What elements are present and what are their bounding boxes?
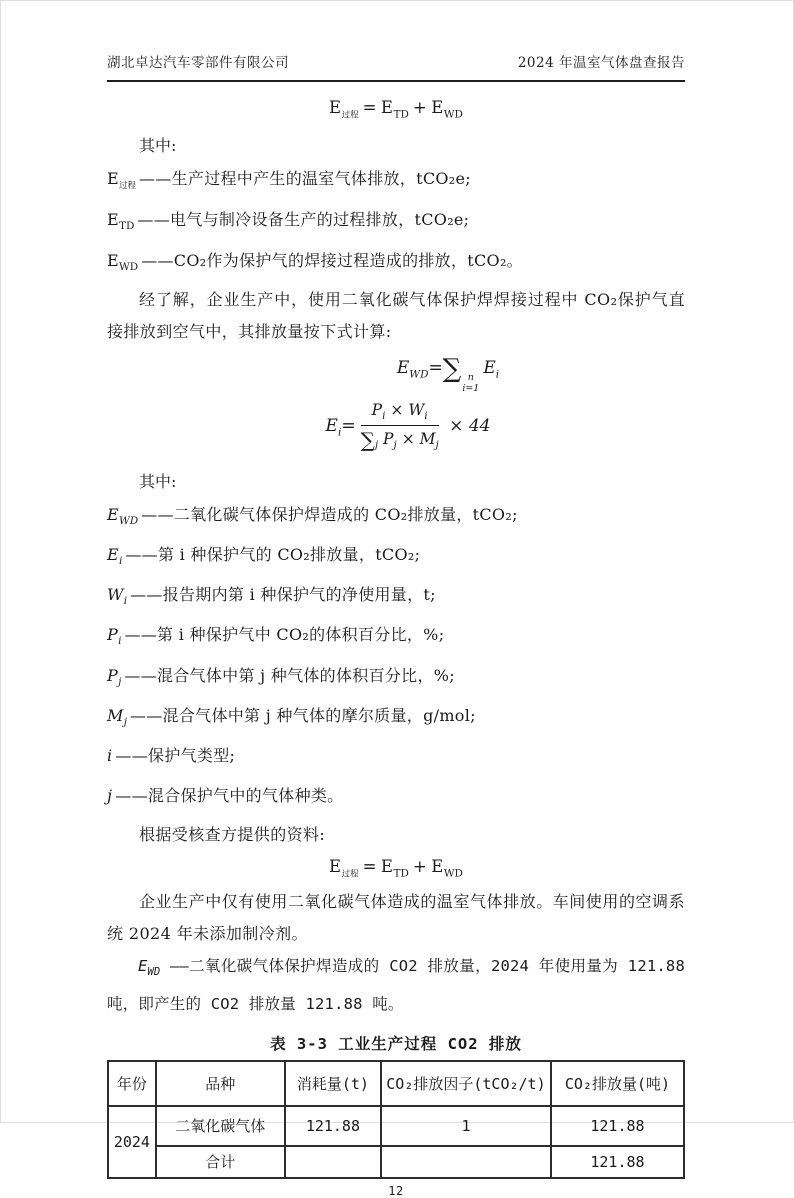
formula-term: E [380,98,394,117]
definition-item [107,739,685,779]
co2-emissions-table [107,1060,685,1179]
header-report-title: 2024 年温室气体盘查报告 [517,55,685,71]
definition-text: ——CO₂作为保护气的焊接过程造成的排放，tCO₂。 [141,250,523,270]
definition-symbol: j [107,786,113,806]
definition-text: ——报告期内第 i 种保护气的净使用量，t; [130,585,436,605]
definition-symbol: E [107,210,119,230]
cell-kind: 二氧化碳气体 [156,1106,285,1146]
definition-symbol: E [107,169,119,189]
definition-symbol: M [107,705,124,725]
cell-emission: 121.88 [551,1106,684,1146]
formula-equals: = [341,415,356,436]
para-source: 根据受核查方提供的资料: [139,825,326,845]
definition-text: ——生产过程中产生的温室气体排放，tCO₂e; [139,169,471,189]
formula-term: E [380,857,394,877]
times-sign: × [449,415,464,436]
para-only-co2: 企业生产中仅有使用二氧化碳气体造成的温室气体排放。车间使用的空调系统 2024 年未添加制冷剂。 [107,891,685,943]
formula-process-total-repeat [107,857,685,879]
formula-plus: + [412,98,428,117]
formula-subscript: WD [443,867,463,880]
sigma-operator: ∑ [360,427,375,452]
definition-text: ——混合气体中第 j 种气体的摩尔质量，g/mol; [129,705,476,725]
definition-text: ——二氧化碳气体保护焊造成的 CO₂排放量，tCO₂; [141,504,518,524]
cell-kind-total: 合计 [156,1146,285,1178]
definition-item [107,498,685,538]
formula-equals: = [428,357,443,378]
table-row [108,1106,684,1146]
definition-subscript: i [123,595,128,608]
formula-subscript: i [495,368,500,381]
formula-equals: = [362,857,377,877]
definition-item [107,203,685,243]
definition-text: ——二氧化碳气体保护焊造成的 CO2 排放量，2024 年使用量为 121.88 吨，即产生的 CO2 排放量 121.88 吨。 [107,956,685,1013]
definition-subscript: i [118,555,123,568]
definition-symbol: E [107,504,119,524]
formula-term: M [419,429,436,448]
formula-sum [159,353,737,395]
definition-symbol: P [107,665,119,685]
definition-subscript: i [118,635,122,648]
sigma-lower-limit: i=1 [462,382,480,394]
fraction-denominator [361,426,439,452]
definition-subscript: WD [147,965,161,978]
definition-list-welding [107,498,685,820]
definition-subscript: j [123,715,127,728]
definition-symbol: E [107,544,119,564]
formula-term: E [431,98,444,117]
definition-item [107,659,685,699]
col-header-year: 年份 [108,1061,156,1106]
formula-subscript: WD [443,108,463,121]
fraction [361,401,439,452]
definition-symbol: W [107,585,124,605]
formula-constant: 44 [468,415,491,436]
para-welding: 经了解，企业生产中，使用二氧化碳气体保护焊焊接过程中 CO₂保护气直接排放到空气中，其排放量按下式计算: [107,289,685,341]
cell-consumption: 121.88 [285,1106,381,1146]
formula-term: E [483,357,496,378]
col-header-consumption: 消耗量(t) [285,1061,381,1106]
cell-emission-total: 121.88 [551,1146,684,1178]
formula-term: E [329,98,342,117]
formula-process-total [107,98,685,120]
definition-item [107,162,685,203]
sigma-operator: ∑ [442,353,462,384]
definition-subscript: WD [118,260,139,273]
fraction-numerator [361,401,439,426]
cell-factor: 1 [381,1106,551,1146]
definition-symbol: E [107,250,119,270]
formula-subscript: 过程 [341,110,359,121]
formula-term: W [408,400,425,419]
page-header [107,1,685,82]
formula-term: E [329,857,342,877]
definition-text: ——混合气体中第 j 种气体的体积百分比，%; [124,665,455,685]
definition-item [107,779,685,819]
definition-item [107,244,685,284]
definition-symbol: i [107,745,113,765]
definition-text: ——电气与制冷设备生产的过程排放，tCO₂e; [137,210,470,230]
formula-ratio [119,401,697,452]
formula-subscript: TD [393,108,409,121]
definition-symbol: E [138,956,148,975]
definition-symbol: P [107,625,119,645]
times-sign: × [401,429,415,448]
cell-factor-total [381,1146,551,1178]
formula-term: E [431,857,444,877]
formula-subscript: WD [409,368,429,381]
definition-subscript: 过程 [118,181,136,192]
times-sign: × [390,400,404,419]
formula-subscript: j [393,438,397,451]
among-label-1: 其中: [139,136,177,156]
definition-item [107,618,685,658]
formula-term: E [325,415,338,436]
formula-subscript: j [435,438,439,451]
sigma-lower-limit: j [374,438,379,451]
page-number: 12 [388,1183,404,1198]
formula-term: P [371,400,383,419]
definition-subscript: WD [118,514,139,527]
definition-text: ——保护气类型; [115,745,236,765]
definition-text: ——第 i 种保护气中 CO₂的体积百分比，%; [124,625,445,645]
definition-item [107,538,685,578]
definition-item [107,699,685,739]
col-header-factor: CO₂排放因子(tCO₂/t) [381,1061,551,1106]
definition-text: ——混合保护气中的气体种类。 [115,786,344,806]
formula-equals: = [362,98,377,117]
sigma-upper-limit: n [467,371,474,383]
formula-subscript: i [382,409,386,422]
header-company: 湖北卓达汽车零部件有限公司 [107,55,289,71]
among-label-2: 其中: [139,471,177,491]
formula-term: P [383,429,394,448]
definition-text: ——第 i 种保护气的 CO₂排放量，tCO₂; [125,544,421,564]
formula-subscript: 过程 [341,869,359,880]
formula-subscript: i [424,409,428,422]
definition-item [107,578,685,618]
formula-plus: + [412,857,428,877]
formula-term: E [396,357,410,378]
cell-consumption-total [285,1146,381,1178]
table-row-total [108,1146,684,1178]
col-header-emission: CO₂排放量(吨) [551,1061,684,1106]
page-content [107,98,685,1198]
formula-subscript: TD [393,867,409,880]
definition-list-process [107,162,685,284]
definition-subscript: j [118,675,122,688]
col-header-kind: 品种 [156,1061,285,1106]
table-caption: 表 3-3 工业生产过程 CO2 排放 [270,1034,522,1053]
cell-year: 2024 [108,1106,156,1178]
para-usage [107,950,685,1020]
table-header-row [108,1061,684,1106]
definition-subscript: TD [118,220,135,233]
formula-subscript: i [337,426,342,439]
